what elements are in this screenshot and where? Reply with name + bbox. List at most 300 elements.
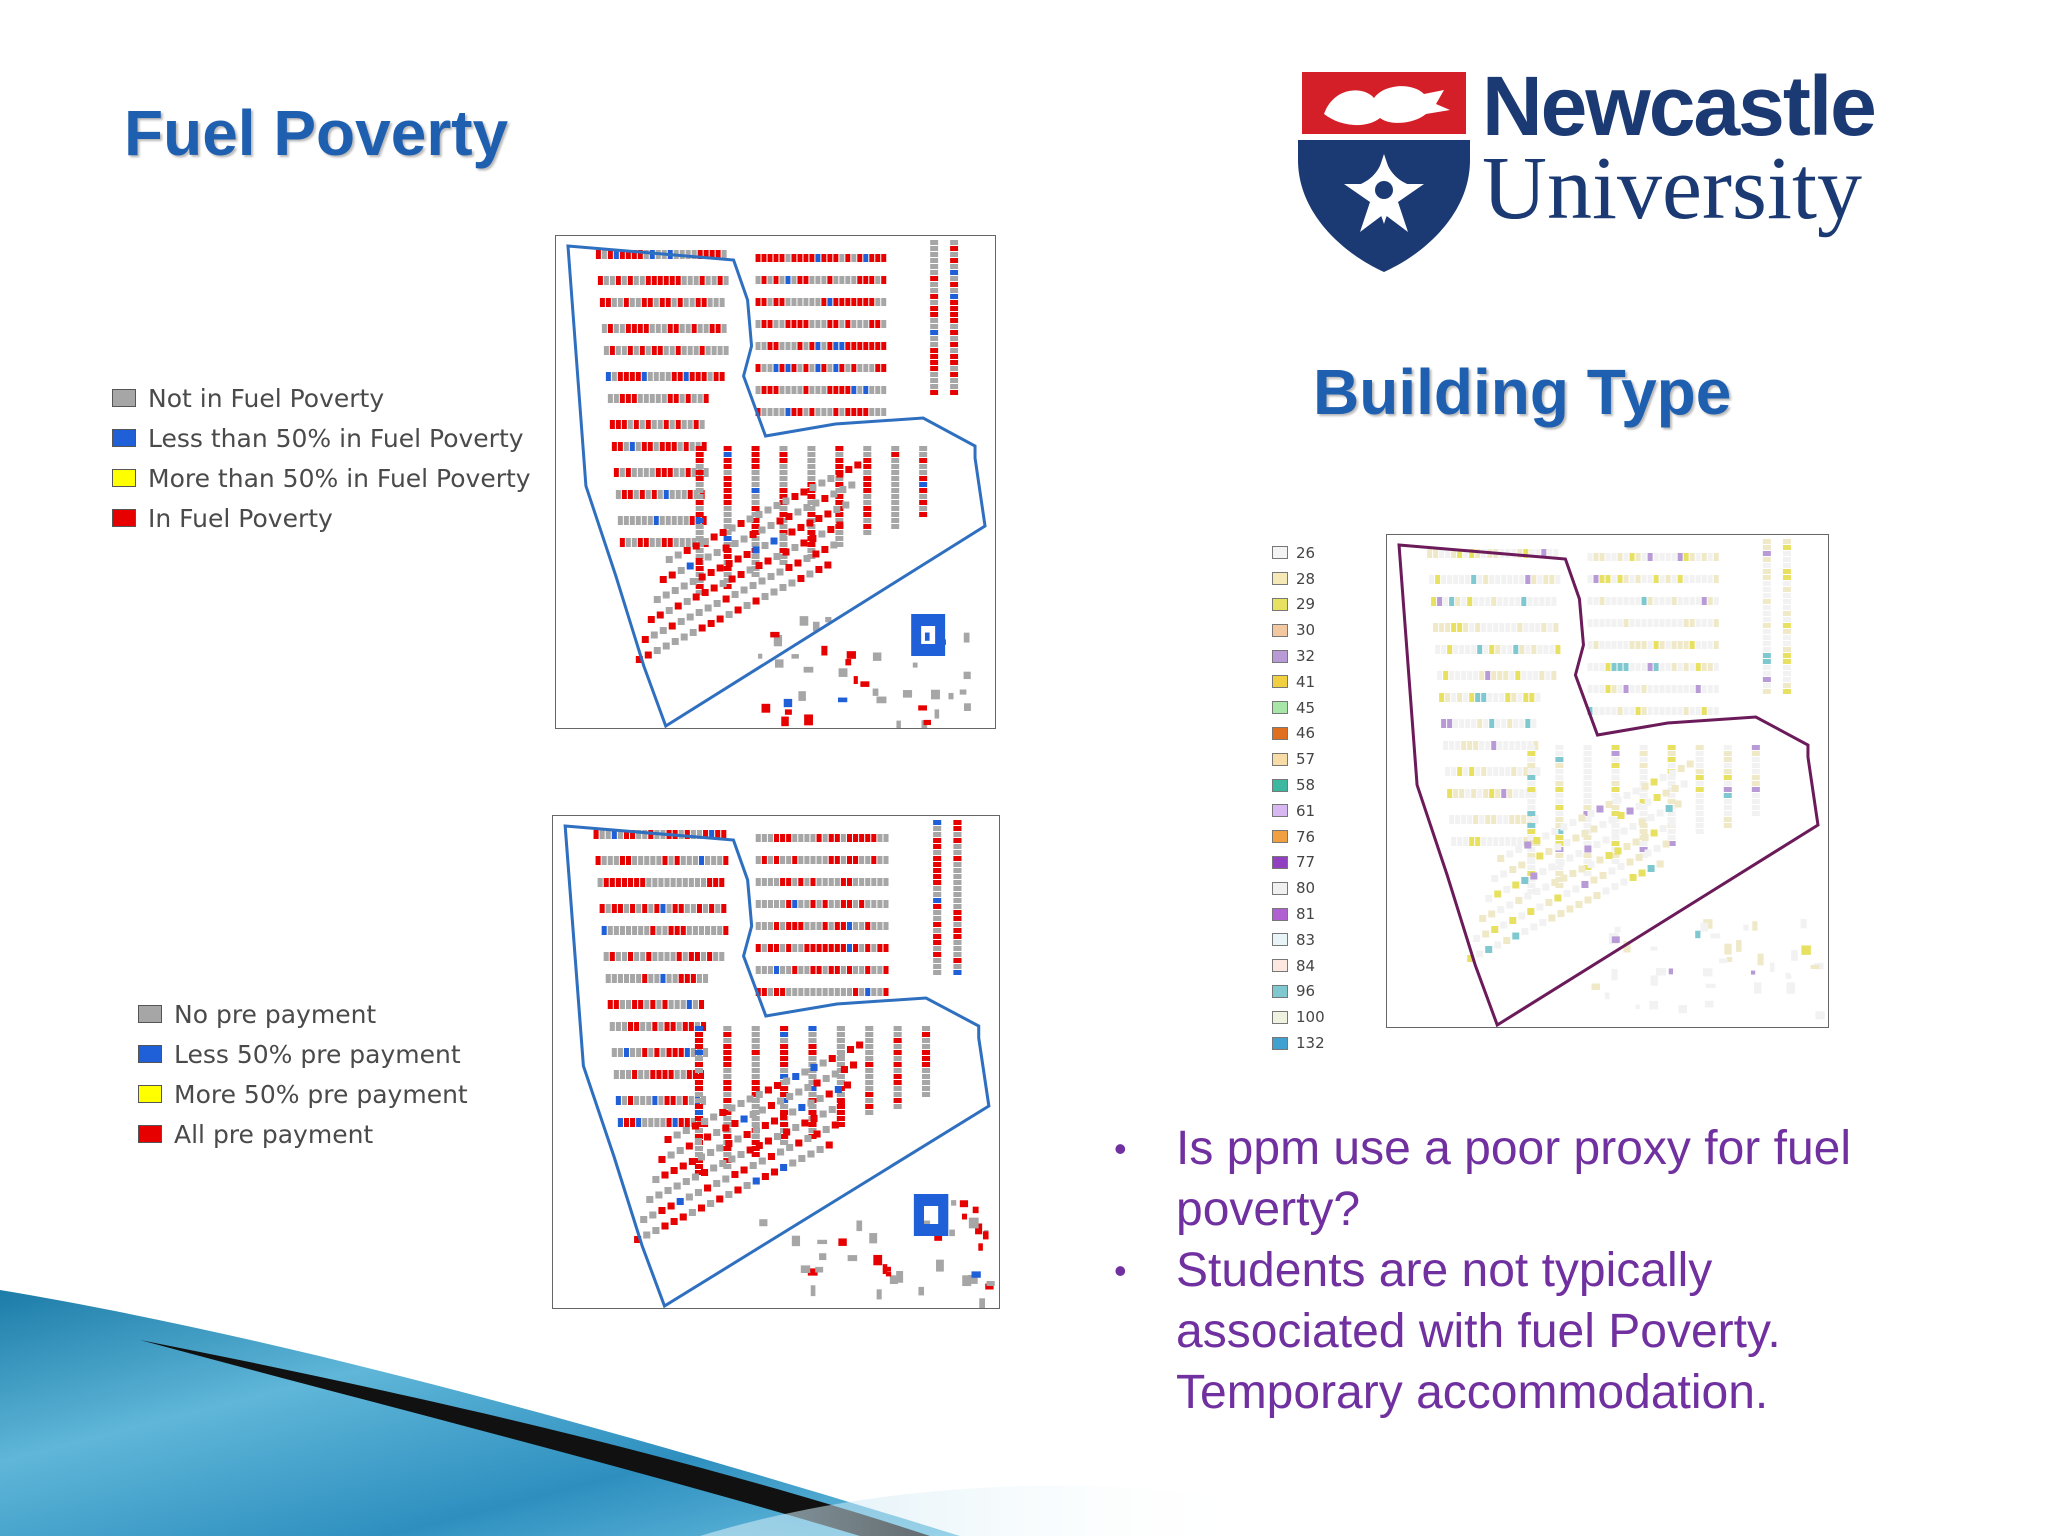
map-building-cell <box>638 394 643 403</box>
map-building-cell <box>808 1032 816 1037</box>
map-building-cell <box>933 826 941 831</box>
map-building-cell <box>779 452 787 457</box>
map-building-cell <box>1525 575 1530 584</box>
map-building-cell <box>658 1156 665 1163</box>
map-building-cell <box>804 667 814 673</box>
map-building-cell <box>707 878 712 887</box>
building-legend-item <box>1272 875 1325 901</box>
map-building-cell <box>762 320 767 328</box>
map-building-cell <box>1612 757 1620 762</box>
map-building-cell <box>1479 915 1486 922</box>
map-building-cell <box>626 394 631 403</box>
map-building-cell <box>620 1000 625 1009</box>
map-building-cell <box>809 386 814 394</box>
map-building-cell <box>1555 769 1563 774</box>
map-building-cell <box>815 342 820 350</box>
map-building-cell <box>1651 830 1658 837</box>
map-building-cell <box>715 904 720 913</box>
map-building-cell <box>642 298 647 307</box>
map-building-cell <box>658 1096 663 1105</box>
map-building-cell <box>768 988 773 996</box>
map-building-cell <box>1499 693 1504 702</box>
map-building-cell <box>636 442 641 451</box>
map-building-cell <box>683 1096 688 1105</box>
map-building-cell <box>1518 862 1525 869</box>
map-building-cell <box>741 587 748 594</box>
map-building-cell <box>1672 785 1679 792</box>
map-building-cell <box>1483 575 1488 584</box>
map-building-cell <box>696 482 704 487</box>
map-building-cell <box>953 958 961 963</box>
map-building-cell <box>1587 619 1592 627</box>
map-building-cell <box>678 516 683 525</box>
map-building-cell <box>865 1110 873 1115</box>
map-building-cell <box>785 298 790 306</box>
building-legend-label: 96 <box>1296 982 1316 1001</box>
map-building-cell <box>1763 557 1771 562</box>
map-building-cell <box>1473 741 1478 750</box>
map-building-cell <box>699 1000 704 1009</box>
map-building-cell <box>675 926 680 935</box>
map-building-cell <box>690 516 695 525</box>
map-building-cell <box>1599 707 1604 715</box>
map-building-cell <box>765 1138 772 1145</box>
map-building-cell <box>712 276 717 285</box>
map-building-cell <box>1493 767 1498 776</box>
map-building-cell <box>759 1158 766 1165</box>
map-building-cell <box>622 490 627 499</box>
map-building-cell <box>865 1044 873 1049</box>
map-building-cell <box>752 488 760 493</box>
map-building-cell <box>1443 597 1448 606</box>
map-building-cell <box>1527 597 1532 606</box>
map-building-cell <box>873 1255 882 1265</box>
map-building-cell <box>707 1200 714 1207</box>
prepayment-legend <box>138 994 468 1154</box>
map-building-cell <box>673 974 678 983</box>
map-building-cell <box>1497 906 1504 913</box>
map-building-cell <box>638 324 643 333</box>
map-building-cell <box>841 988 846 996</box>
map-building-cell <box>827 320 832 328</box>
map-building-cell <box>636 298 641 307</box>
map-building-cell <box>823 834 828 842</box>
map-building-cell <box>1461 815 1466 824</box>
map-building-cell <box>809 342 814 350</box>
map-building-cell <box>869 1233 877 1243</box>
map-building-cell <box>716 1196 723 1203</box>
map-building-cell <box>616 490 621 499</box>
map-building-cell <box>821 320 826 328</box>
map-building-cell <box>930 318 938 323</box>
map-building-cell <box>1539 868 1546 875</box>
map-building-cell <box>1763 545 1771 550</box>
map-building-cell <box>632 468 637 477</box>
map-building-cell <box>594 830 599 839</box>
map-building-cell <box>654 904 659 913</box>
map-building-cell <box>853 900 858 908</box>
map-building-cell <box>987 1281 995 1286</box>
map-building-cell <box>612 372 617 381</box>
map-building-cell <box>768 878 773 886</box>
map-building-cell <box>646 1022 651 1031</box>
map-building-cell <box>602 856 607 865</box>
map-building-cell <box>877 988 882 996</box>
map-building-cell <box>614 468 619 477</box>
map-building-cell <box>798 966 803 974</box>
map-building-cell <box>1543 575 1548 584</box>
legend-item-more-than-50 <box>112 458 531 498</box>
map-building-cell <box>845 659 851 665</box>
map-building-cell <box>1752 799 1760 804</box>
map-building-cell <box>1587 663 1592 671</box>
map-building-cell <box>814 1131 821 1138</box>
map-building-cell <box>651 632 658 639</box>
map-building-cell <box>815 364 820 372</box>
map-building-cell <box>1491 875 1498 882</box>
map-building-cell <box>732 591 739 598</box>
map-building-cell <box>684 598 691 605</box>
map-building-cell <box>704 1134 711 1141</box>
map-building-cell <box>735 607 742 614</box>
map-building-cell <box>1636 641 1641 649</box>
map-building-cell <box>648 616 655 623</box>
map-building-cell <box>1783 557 1791 562</box>
map-building-cell <box>877 944 882 952</box>
map-building-cell <box>694 420 699 429</box>
map-building-cell <box>950 336 958 341</box>
map-building-cell <box>1491 815 1496 824</box>
map-building-cell <box>785 342 790 350</box>
map-building-cell <box>936 1260 944 1272</box>
map-building-cell <box>837 1026 845 1031</box>
map-building-cell <box>857 364 862 372</box>
map-building-cell <box>636 372 641 381</box>
map-building-cell <box>1521 597 1526 606</box>
map-building-cell <box>1583 769 1591 774</box>
map-building-cell <box>1605 641 1610 649</box>
map-building-cell <box>791 493 798 500</box>
map-building-cell <box>729 525 736 532</box>
map-building-cell <box>723 1038 731 1043</box>
map-building-cell <box>628 952 633 961</box>
map-building-cell <box>930 372 938 377</box>
map-building-cell <box>724 458 732 463</box>
map-building-cell <box>1495 575 1500 584</box>
map-building-cell <box>662 394 667 403</box>
map-building-cell <box>841 834 846 842</box>
map-building-cell <box>1519 789 1524 798</box>
map-building-cell <box>750 531 757 538</box>
map-building-cell <box>677 1198 684 1205</box>
map-building-cell <box>853 856 858 864</box>
map-building-cell <box>835 464 843 469</box>
map-building-cell <box>922 1038 930 1043</box>
map-building-cell <box>716 324 721 333</box>
map-building-cell <box>953 844 961 849</box>
map-building-cell <box>1583 763 1591 768</box>
map-building-cell <box>774 856 779 864</box>
map-building-cell <box>682 420 687 429</box>
map-building-cell <box>1630 597 1635 605</box>
map-building-cell <box>865 1068 873 1073</box>
map-building-cell <box>881 364 886 372</box>
map-building-cell <box>616 1022 621 1031</box>
map-building-cell <box>644 324 649 333</box>
map-building-cell <box>714 549 721 556</box>
map-building-cell <box>705 856 710 865</box>
map-building-cell <box>1560 875 1567 882</box>
map-building-cell <box>652 420 657 429</box>
map-building-cell <box>841 944 846 952</box>
map-building-cell <box>1621 879 1628 886</box>
map-building-cell <box>1700 923 1708 932</box>
map-building-cell <box>1636 1005 1640 1009</box>
map-building-cell <box>786 1144 793 1151</box>
map-building-cell <box>807 512 815 517</box>
building-legend-label: 80 <box>1296 879 1316 898</box>
map-building-cell <box>933 862 941 867</box>
building-type-map <box>1386 534 1829 1028</box>
map-building-cell <box>803 555 810 562</box>
building-legend-item <box>1272 721 1325 747</box>
map-building-cell <box>1485 671 1490 680</box>
map-building-cell <box>1642 553 1647 561</box>
map-building-cell <box>752 542 760 547</box>
map-building-cell <box>632 1070 637 1079</box>
building-type-legend <box>1272 540 1325 1056</box>
map-building-cell <box>922 1080 930 1085</box>
map-building-cell <box>851 320 856 328</box>
map-building-cell <box>1636 575 1641 583</box>
map-building-cell <box>930 294 938 299</box>
map-building-cell <box>665 952 670 961</box>
map-building-cell <box>710 1165 717 1172</box>
map-building-cell <box>808 1026 816 1031</box>
map-building-cell <box>687 856 692 865</box>
map-building-cell <box>1624 843 1631 850</box>
map-building-cell <box>1624 553 1629 561</box>
map-building-cell <box>950 264 958 269</box>
map-building-cell <box>618 442 623 451</box>
map-building-cell <box>1453 575 1458 584</box>
map-building-cell <box>863 276 868 284</box>
map-building-cell <box>1605 685 1610 693</box>
map-building-cell <box>1587 685 1592 693</box>
map-building-cell <box>735 556 742 563</box>
map-building-cell <box>695 1026 703 1031</box>
map-building-cell <box>1612 751 1620 756</box>
map-building-cell <box>679 904 684 913</box>
map-building-cell <box>650 538 655 547</box>
map-building-cell <box>1663 790 1670 797</box>
map-building-cell <box>1584 897 1591 904</box>
map-building-cell <box>630 298 635 307</box>
map-building-cell <box>693 856 698 865</box>
map-building-cell <box>632 856 637 865</box>
map-building-cell <box>1636 803 1643 810</box>
map-building-cell <box>1615 797 1622 804</box>
map-building-cell <box>762 298 767 306</box>
map-building-cell <box>833 342 838 350</box>
map-building-cell <box>724 494 732 499</box>
map-building-cell <box>797 575 804 582</box>
map-building-cell <box>669 572 676 579</box>
map-building-cell <box>1612 553 1617 561</box>
map-building-cell <box>704 1185 711 1192</box>
map-highlight-block <box>914 1194 948 1236</box>
map-building-cell <box>1640 751 1648 756</box>
logo-line-university: University <box>1482 139 1862 238</box>
map-building-cell <box>1678 619 1683 627</box>
building-legend-label: 57 <box>1296 750 1316 769</box>
map-building-cell <box>695 1080 703 1085</box>
map-building-cell <box>1708 597 1713 605</box>
map-building-cell <box>827 276 832 284</box>
map-building-cell <box>794 509 801 516</box>
map-building-cell <box>752 1122 760 1127</box>
map-building-cell <box>1654 794 1661 801</box>
map-building-cell <box>752 1038 760 1043</box>
map-building-cell <box>662 1000 667 1009</box>
map-building-cell <box>894 1056 902 1061</box>
map-building-cell <box>1684 641 1689 649</box>
map-building-cell <box>756 1142 763 1149</box>
map-building-cell <box>803 364 808 372</box>
map-building-cell <box>1654 685 1659 693</box>
map-building-cell <box>842 502 849 509</box>
building-legend-swatch <box>1272 1011 1288 1024</box>
map-building-cell <box>922 1074 930 1079</box>
map-building-cell <box>865 1056 873 1061</box>
map-building-cell <box>1449 671 1454 680</box>
map-building-cell <box>863 364 868 372</box>
map-building-cell <box>835 834 840 842</box>
map-building-cell <box>1451 693 1456 702</box>
building-legend-swatch <box>1272 1037 1288 1050</box>
map-building-cell <box>1583 823 1591 828</box>
map-building-cell <box>756 922 761 930</box>
map-building-cell <box>865 878 870 886</box>
map-building-cell <box>1427 549 1432 558</box>
map-building-cell <box>933 898 941 903</box>
map-building-cell <box>883 900 888 908</box>
map-building-cell <box>950 324 958 329</box>
map-building-cell <box>768 298 773 306</box>
map-building-cell <box>883 922 888 930</box>
map-building-cell <box>847 900 852 908</box>
map-building-cell <box>683 1127 690 1134</box>
map-building-cell <box>676 420 681 429</box>
map-building-cell <box>891 470 899 475</box>
map-building-cell <box>780 856 785 864</box>
map-building-cell <box>672 516 677 525</box>
map-building-cell <box>1593 892 1600 899</box>
map-building-cell <box>1521 671 1526 680</box>
map-building-cell <box>644 1070 649 1079</box>
map-building-cell <box>660 516 665 525</box>
map-building-cell <box>626 538 631 547</box>
map-building-cell <box>1457 837 1462 846</box>
map-building-cell <box>723 1062 731 1067</box>
map-building-cell <box>804 966 809 974</box>
map-building-cell <box>848 482 855 489</box>
map-building-cell <box>1437 597 1442 606</box>
map-building-cell <box>1763 623 1771 628</box>
map-building-cell <box>662 1070 667 1079</box>
map-building-cell <box>1473 597 1478 606</box>
map-building-cell <box>1554 895 1561 902</box>
map-building-cell <box>1555 745 1563 750</box>
map-building-cell <box>645 652 652 659</box>
map-building-cell <box>1636 663 1641 671</box>
map-building-cell <box>1483 789 1488 798</box>
map-building-cell <box>1435 645 1440 654</box>
map-building-cell <box>919 470 927 475</box>
map-building-cell <box>779 254 784 262</box>
map-building-cell <box>674 538 679 547</box>
map-building-cell <box>1708 619 1713 627</box>
map-building-cell <box>1648 707 1653 715</box>
map-building-cell <box>669 926 674 935</box>
fuel-poverty-legend <box>112 378 531 538</box>
map-building-cell <box>762 966 767 974</box>
map-building-cell <box>756 834 761 842</box>
map-building-cell <box>1593 685 1598 693</box>
map-building-cell <box>1523 623 1528 632</box>
map-building-cell <box>785 386 790 394</box>
map-building-cell <box>774 834 779 842</box>
map-building-cell <box>1612 787 1620 792</box>
map-building-cell <box>768 856 773 864</box>
map-building-cell <box>724 470 732 475</box>
map-building-cell <box>652 490 657 499</box>
map-building-cell <box>930 264 938 269</box>
map-building-cell <box>731 1171 738 1178</box>
legend-swatch-blue <box>138 1045 162 1063</box>
map-building-cell <box>652 878 657 887</box>
map-building-cell <box>656 538 661 547</box>
map-building-cell <box>875 342 880 350</box>
map-building-cell <box>707 1149 714 1156</box>
map-building-cell <box>815 320 820 328</box>
map-building-cell <box>1612 619 1617 627</box>
map-building-cell <box>642 974 647 983</box>
map-building-cell <box>1453 789 1458 798</box>
map-building-cell <box>1651 975 1658 985</box>
map-building-cell <box>1433 549 1438 558</box>
building-legend-label: 41 <box>1296 672 1316 691</box>
map-building-cell <box>626 468 631 477</box>
map-building-cell <box>1660 825 1667 832</box>
map-building-cell <box>1605 597 1610 605</box>
map-building-cell <box>847 922 852 930</box>
map-building-cell <box>847 966 852 974</box>
map-building-cell <box>1648 663 1653 671</box>
map-building-cell <box>792 1236 800 1246</box>
map-building-cell <box>752 494 760 499</box>
map-building-cell <box>853 966 858 974</box>
map-building-cell <box>670 490 675 499</box>
map-building-cell <box>1437 671 1442 680</box>
map-building-cell <box>752 452 760 457</box>
map-building-cell <box>756 276 761 284</box>
map-building-cell <box>688 490 693 499</box>
map-building-cell <box>1801 945 1810 954</box>
map-building-cell <box>699 856 704 865</box>
map-building-cell <box>933 964 941 969</box>
map-building-cell <box>780 1164 787 1171</box>
